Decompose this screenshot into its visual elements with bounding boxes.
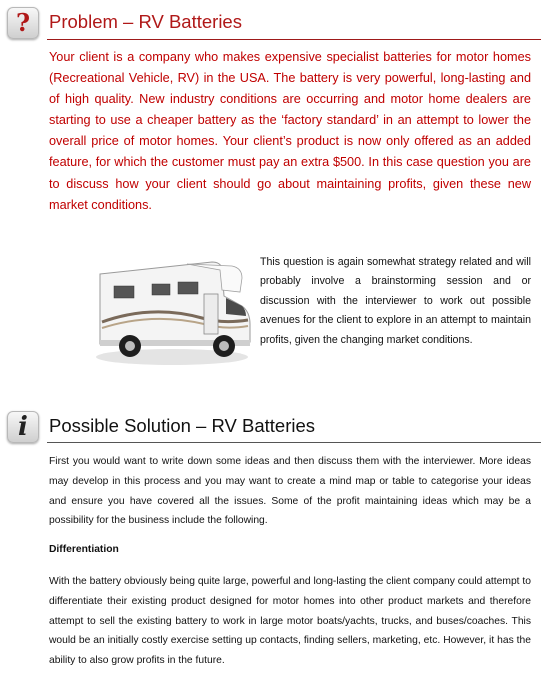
info-icon: i [7, 411, 39, 443]
problem-intro: Your client is a company who makes expensive specialist batteries for motor homes (Recreational Vehicle, RV) in the USA. The battery is very powerful, long-lasting and of high quality. New industry conditions are occurring and motor home dealers are starting to use a cheaper battery as the ‘factory standard’ in an attempt to lower the overall price of motor homes. Your client’s product is now only offered as an added feature, for which the customer must pay an extra $500. In this case question you are to discuss how your client should go about maintaining profits, given these new market conditions. [49, 50, 531, 212]
problem-note: This question is again somewhat strategy related and will probably involve a brainstorming session and or discussion with the interviewer to work out possible avenues for the client to explore in an attempt to maintain profits, given the changing market conditions. [260, 256, 531, 346]
question-mark-icon: ? [7, 7, 39, 39]
rv-motorhome-image [92, 244, 252, 369]
solution-divider [47, 442, 541, 443]
differentiation-heading: Differentiation [49, 544, 119, 555]
problem-title: Problem – RV Batteries [49, 11, 242, 32]
problem-divider [47, 39, 541, 40]
solution-title: Possible Solution – RV Batteries [49, 415, 316, 436]
solution-intro: First you would want to write down some ideas and then discuss them with the interviewer. More ideas may develop in this process and you may want to create a mind map or table to categorise your ideas and ensure you have covered all the issues. Some of the profit maintaining ideas which may be a possibility for the business include the following. [49, 456, 531, 527]
differentiation-paragraph: With the battery obviously being quite large, powerful and long-lasting the client company could attempt to differentiate their existing product designed for motor homes into other product markets and therefore attempt to sell the existing battery to work in large motor boats/yachts, trucks, and buses/coaches. This would be an initially costly exercise setting up contacts, finding sellers, marketing, etc. However, it has the ability to also grow profits in the future. [49, 576, 531, 667]
